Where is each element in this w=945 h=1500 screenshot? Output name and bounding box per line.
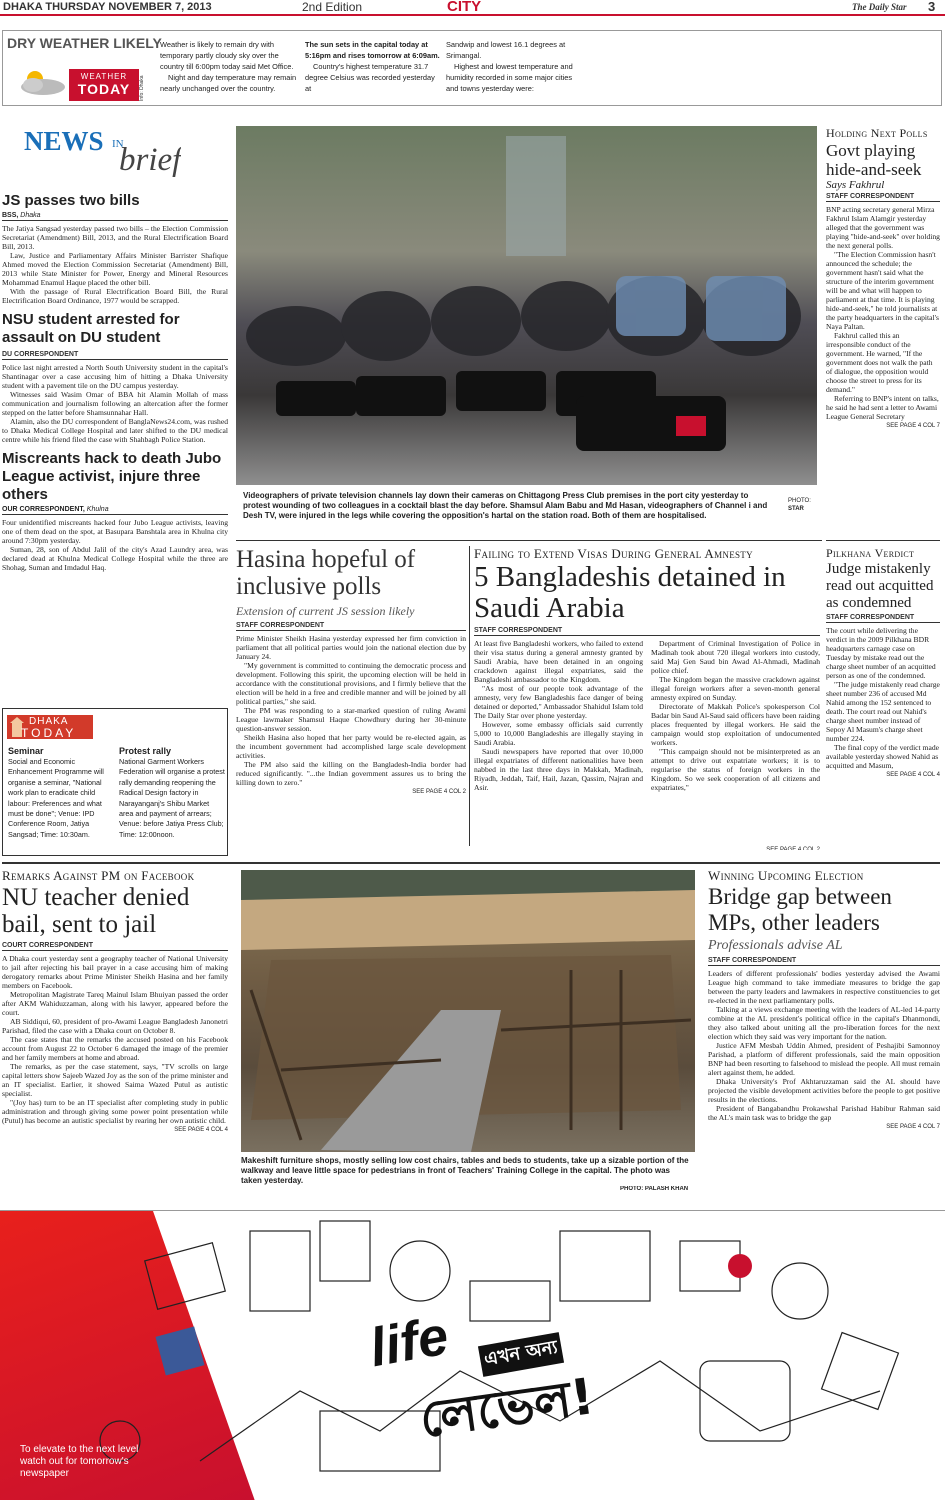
bridge-headline: Bridge gap between MPs, other leaders: [708, 884, 892, 935]
judge-headline: Judge mistakenly read out acquitted as condemned: [826, 561, 934, 611]
story-bridge-gap: Winning Upcoming Election Bridge gap between MPs, other leaders Professionals advise AL STAFF CORRESPONDENT Leaders of different professionals' bodies yesterday advised the Awami League high command to take immediate measures to bridge the gap between the party leaders and lawmakers in respective constituencies to get re-elected in the next parliamentary polls. Talking at a views exchange meeting with the leaders of AL-led 14-party combine at the AL president's political office in the capital's Dhanmondi, they also talked about uniting all the pro-liberation forces for the next election which they said was very important for the nation. Justice AFM Mesbah Uddin Ahmed, president of Peshajibi Samonnoy Parishad, a platform of different professionals, said the main opposition BNP had been resorting to falsehood to mislead the people. All must remain alert against them, he added. Dhaka University's Prof Akhtaruzzaman said the AL should have projected the visible development activities before the people to get positive results in the elections. President of Bangabandhu Prokawshal Parishad Habibur Rahman said the AL's main task was to bridge the gap SEE PAGE 4 COL 7: [708, 868, 940, 1130]
brief-body-1: The Jatiya Sangsad yesterday passed two bills – the Election Commission Secretariat (Amendment) Bill, 2013, and the Rural Electrification Board Bill, 2013. Law, Justice and Parliamentary Affairs Minister Barrister Shafique Ahmed moved the Election Commission Secretariat (Amendment) Bill, 2013 while State Minister for Power, Energy and Mineral Resources Mohammad Enamul Haque placed the other bill. With the passage of Rural Electrification Board Bill, the Rural Electrification Board Ordinance, 1977 would be scrapped.: [2, 224, 228, 305]
govt-headline: Govt playing hide-and-seek: [826, 141, 922, 179]
brief-byline-1: BSS, Dhaka: [2, 212, 228, 221]
brief-byline-2: DU CORRESPONDENT: [2, 351, 228, 360]
weather-logo-side: Info: Dhaka: [139, 75, 145, 101]
govt-see-page: SEE PAGE 4 COL 7: [886, 423, 940, 429]
weather-col-2: The sun sets in the capital today at 5:16pm and rises tomorrow at 6:09am. Country's highest temperature 31.7 degree Celsius was recorded yesterday at: [305, 40, 440, 93]
brief-headline-3: Miscreants hack to death Jubo League activist, injure three others: [2, 450, 222, 503]
bridge-subhead: Professionals advise AL: [708, 938, 843, 953]
ad-tagline: To elevate to the next level watch out for tomorrow's newspaper: [20, 1444, 139, 1479]
page-number: 3: [928, 0, 936, 14]
dhaka-today-col-2: Protest rally National Garment Workers Federation will organise a protest rally demanding reopening the Radical Design factory in Narayanganj's Shibu Market area and payment of arrears; Venue: before Jatiya Press Club; Time: 12:00noon.: [119, 746, 225, 839]
hasina-headline: Hasina hopeful of inclusive polls: [236, 546, 416, 600]
brief-headline-2: NSU student arrested for assault on DU student: [2, 311, 180, 346]
story-govt-hide-seek: Holding Next Polls Govt playing hide-and-seek Says Fakhrul STAFF CORRESPONDENT BNP acting secretary general Mirza Fakhrul Islam Alamgir yesterday alleged that the government was playing "hide-and-seek" over holding the next general polls. "The Election Commission hasn't announced the schedule; the government hasn't said what the structure of the interim government will be and what will happen to parliament at that time. It is playing hide-and-seek," he told journalists at the party headquarters in the capital's Naya Paltan. Fakhrul called this an irresponsible conduct of the government. He warned, "If the government does not walk the path of dialogue, the opposition would choose the street to press for its demand." Referring to BNP's intent on talks, he said he had sent a letter to Awami League General Secretary SEE PAGE 4 COL 7: [826, 126, 940, 429]
photo-videographers: [236, 126, 817, 485]
hasina-subhead: Extension of current JS session likely: [236, 604, 415, 618]
masthead: [0, 0, 945, 16]
brief-body-2: Police last night arrested a North South University student in the capital's Shantinagar over a case accusing him of hitting a Dhaka University student with a pavement tile on the DU campus yesterday. Witnesses said Wasim Omar of BBA hit Alamin Mollah of mass communication and journalism following an altercation after the former stepped on the latter before Shamsunnahar Hall. Alamin, also the DU correspondent of BanglaNews24.com, was rushed to Dhaka Medical College Hospital and later shifted to the DU medical centre while his friend filed the case with Shahbagh Police Station.: [2, 363, 228, 444]
weather-icon: [13, 67, 73, 97]
weather-today-logo: WEATHER TODAY: [69, 69, 139, 101]
photo1-credit: PHOTO: STAR: [788, 498, 811, 512]
ad-bangla-1: এখন অন্য: [478, 1332, 564, 1377]
ad-bangla-2: লেভেল!: [416, 1367, 598, 1449]
nu-headline: NU teacher denied bail, sent to jail: [2, 884, 190, 938]
story-nu-teacher: Remarks Against PM on Facebook NU teacher denied bail, sent to jail COURT CORRESPONDENT A Dhaka court yesterday sent a geography teacher of National University to jail after rejecting his bail prayer in a case accusing him of making derogatory remarks about Prime Minister Sheikh Hasina and her family members on Facebook. Metropolitan Magistrate Tareq Mainul Islam Bhuiyan passed the order after AKM Wahiduzzaman, along with his lawyer, appeared before the court. AB Siddiqui, 60, president of pro-Awami League Bangladesh Janonetri Parishad, filed the case with a Dhaka court on October 8. The case states that the remarks the accused posted on his Facebook account from August 22 to October 6 damaged the image of the premier and her family members at home and abroad. The remarks, as per the case statement, says, "TV scrolls on large capital letters show Sajeeb Wazed Joy as the son of the prime minister and an IT specialist. Earlier, it showed Saima Wazed Putul as autistic specialist. "(Joy has) turn to be an IT specialist after completing study in public administration and through giving some power point presentation while (Putul) has become an autistic specialist by rearing her own autistic child. SEE PAGE 4 COL 4: [2, 868, 228, 1133]
story-hasina: Hasina hopeful of inclusive polls Extension of current JS session likely STAFF CORRESPONDENT Prime Minister Sheikh Hasina yesterday expressed her firm conviction in parliament that all political parties would join the national election due by January 24. "My government is committed to continuing the democratic process and development. Following this spirit, the upcoming election will be held in accordance with the constitutional provisions, and I firmly believe that the election will be held in a free and credible manner and will be joined by all political parties," she said. The PM was responding to a star-marked question of ruling Awami League lawmaker Shamsul Haque Chowdhury during her 30-minute question-answer session. Sheikh Hasina also hoped that her party would be re-elected again, as the incumbent government had accomplished large scale development activities. The PM also said the killing on the Bangladesh-India border had reduced significantly. "...the Indian government assures us to bring the killing down to zero." SEE PAGE 4 COL 2: [236, 546, 466, 795]
brief-headline-1: JS passes two bills: [2, 192, 140, 209]
saudi-headline: 5 Bangladeshis detained in Saudi Arabia: [474, 561, 786, 624]
dhaka-today-box: [2, 708, 228, 856]
brief-logo: NEWS IN brief: [24, 126, 182, 178]
dateline: DHAKA THURSDAY NOVEMBER 7, 2013: [3, 1, 212, 13]
advertisement: [0, 1210, 945, 1500]
paper-name: The Daily Star: [852, 2, 907, 12]
dhaka-today-logo: DHAKA TODAY: [7, 715, 93, 739]
weather-box: [2, 30, 942, 106]
photo1-caption: Videographers of private television channels lay down their cameras on Chittagong Press Club premises in the port city yesterday to protest wounding of two colleagues in a cocktail blast the day before. Shamsul Alam Babu and Md Hasan, videographers of Channel i and Desh TV, were injured in the legs while covering the opposition's hartal on the station road. Both of them are hospitalised.: [243, 491, 768, 520]
weather-col-1: Weather is likely to remain dry with temporary partly cloudy sky over the country till 6:00pm today said Met Office. Night and day temperature may remain nearly unchanged over the country.: [160, 40, 297, 93]
photo-furniture-shops: [241, 870, 695, 1152]
brief-byline-3: OUR CORRESPONDENT, Khulna: [2, 506, 228, 515]
edition: 2nd Edition: [302, 0, 363, 14]
photo2-caption: Makeshift furniture shops, mostly selling low cost chairs, tables and beds to students, take up a sizable portion of the walkway and leave little space for pedestrians in front of Teachers' Training College in the capital. The photo was taken yesterday.: [241, 1156, 689, 1185]
weather-col-3: Sandwip and lowest 16.1 degrees at Srimangal. Highest and lowest temperature and humidity recorded in some major cities and towns yesterday were:: [446, 40, 573, 93]
section-title: CITY: [447, 0, 482, 15]
story-saudi: Failing to Extend Visas During General Amnesty 5 Bangladeshis detained in Saudi Arabia STAFF CORRESPONDENT At least five Bangladeshi workers, who failed to extend their visa status during a general amnesty granted by Saudi Arabia, have been detained in an ongoing crackdown against illegal expatriates, said the Bangladeshi ambassador to the Kingdom. "As most of our people took advantage of the amnesty, very few Bangladeshis face danger of being detained or deported," Ambassador Shahidul Islam told The Daily Star over phone yesterday. However, some embassy officials said currently 5,000 to 10,000 Bangladeshis are illegally staying in Saudi Arabia. Saudi newspapers have reported that over 10,000 illegal expatriates of different nationalities have been nabbed in the last three days in Makkah, Madinah, Riyadh, Jeddah, Taif, Hail, Jazan, Qassim, Najran and Asir. Department of Criminal Investigation of Police in Madinah took about 720 illegal workers into custody, said Maj Gen Saud bin Awad Al-Ahmadi, Madinah police chief. The Kingdom began the massive crackdown against illegal foreign workers after a seven-month general amnesty expired on Sunday. Directorate of Makkah Police's spokesperson Col Badar bin Saud Al-Saud said officers have been raiding places frequented by illegal workers. He said the campaign would stop exploitation of undocumented workers. "This campaign should not be misinterpreted as an attempt to drive out expatriate workers; it is to regularise the status of foreign workers in the Kingdom. So we seek cooperation of all citizens and expatriates," SEE PAGE 4 COL 2: [474, 546, 820, 850]
govt-subhead: Says Fakhrul: [826, 179, 885, 191]
weather-title: DRY WEATHER LIKELY: [7, 35, 162, 51]
ad-life-text: life: [365, 1305, 453, 1379]
photo2-credit: PHOTO: PALASH KHAN: [620, 1186, 689, 1192]
story-judge: Pilkhana Verdict Judge mistakenly read out acquitted as condemned STAFF CORRESPONDENT The court while delivering the verdict in the 2009 Pilkhana BDR headquarters carnage case on Tuesday by mistake read out the charge sheet number of an acquitted person as one of the condemned. "The judge mistakenly read charge sheet number 236 of accused Md Nahid among the 152 sentenced to death. The court read out Nahid's charge sheet number instead of Sepoy Al Masum's charge sheet number 224. The final copy of the verdict made available yesterday showed Nahid as acquitted and Masum, SEE PAGE 4 COL 4: [826, 546, 940, 778]
brief-body-3: Four unidentified miscreants hacked four Jubo League activists, leaving one of them dead on the spot, at Basupara Banshtala area in Khulna city around 7:30pm yesterday. Suman, 28, son of Abdul Jalil of the city's Azad Laundry area, was declared dead at Khulna Medical College Hospital while the three are Shohag, Suman and Imdadul Haq.: [2, 518, 228, 572]
dhaka-today-col-1: Seminar Social and Economic Enhancement Programme will organise a seminar, "National work plan to eradicate child labour: Preferences and what must be done"; Venue: IPD Conference Room, Jatiya Sangsad; Time: 10:30am.: [8, 746, 104, 839]
